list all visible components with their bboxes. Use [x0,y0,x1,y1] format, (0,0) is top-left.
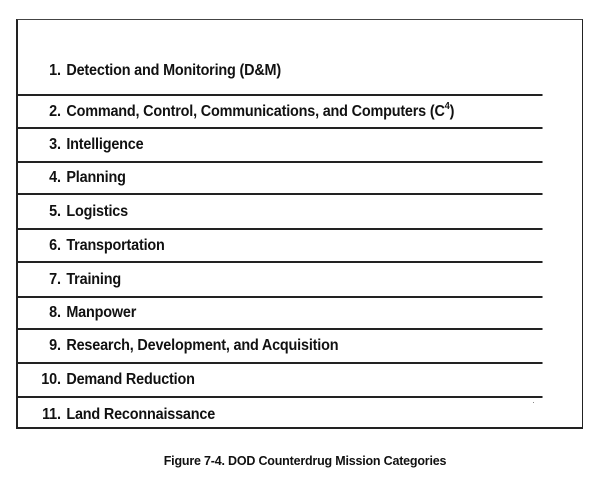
category-number: 2. [49,102,61,120]
category-label-suffix: ) [449,102,455,120]
category-row-8 [18,298,543,330]
category-label: Training [66,270,121,288]
category-row-3 [18,129,543,163]
category-label: Manpower [66,304,137,321]
category-number: 1. [49,62,61,79]
category-number: 10. [41,371,61,388]
scan-speck [533,402,534,403]
mission-categories-table [16,19,583,429]
category-number: 6. [49,236,61,254]
category-label-superscript: 4 [444,100,450,112]
category-number: 4. [49,169,61,186]
category-row-9 [18,330,543,364]
category-row-1 [18,48,543,96]
category-number: 3. [49,136,61,153]
category-number: 5. [49,202,61,220]
category-label: Planning [66,169,126,186]
category-label-text: Command, Control, Communications, and Computers (C [66,102,445,120]
category-row-6 [18,230,543,263]
category-label: Research, Development, and Acquisition [66,337,339,354]
category-number: 9. [49,337,61,354]
category-label: Intelligence [66,136,144,153]
category-number: 11. [42,406,61,423]
category-label: Transportation [66,236,165,254]
category-label [66,100,455,121]
category-row-4 [18,163,543,195]
figure-caption: Figure 7-4. DOD Counterdrug Mission Categories [163,454,447,468]
category-number: 7. [49,270,61,288]
category-label: Land Reconnaissance [66,406,216,423]
category-row-11 [18,398,543,432]
category-label: Detection and Monitoring (D&M) [66,62,281,79]
category-row-10 [18,364,543,398]
category-label: Logistics [66,202,128,220]
category-label: Demand Reduction [66,371,195,388]
category-row-5 [18,195,543,230]
category-number: 8. [49,304,61,321]
category-row-7 [18,263,543,298]
category-row-2 [18,96,543,129]
